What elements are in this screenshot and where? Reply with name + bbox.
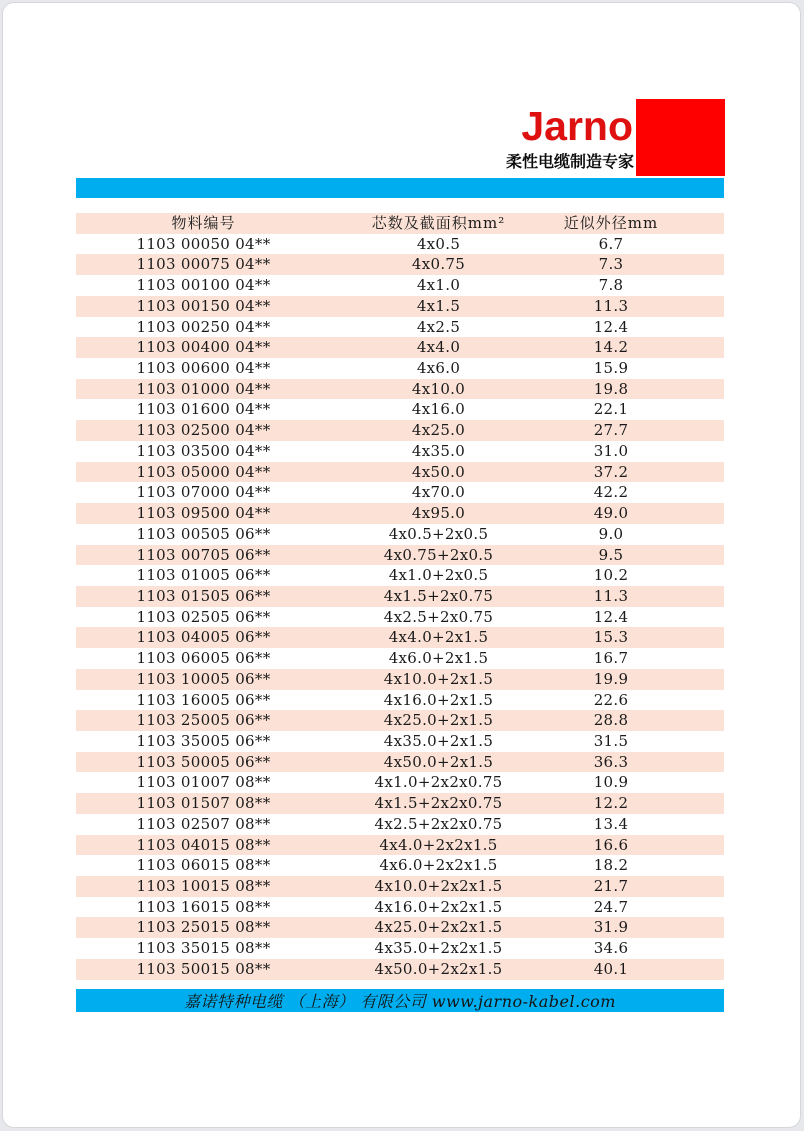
cores-cross-section-cell: 4x6.0: [416, 359, 461, 378]
table-row: [76, 565, 724, 586]
table-row: [76, 358, 724, 379]
footer-company-line: 嘉诺特种电缆 （上海） 有限公司 www.jarno-kabel.com: [184, 992, 616, 1011]
outer-diameter-cell: 6.7: [598, 234, 624, 253]
material-code-cell: 1103 10015 08**: [136, 877, 271, 895]
table-row: [76, 296, 724, 317]
material-code-cell: 1103 01000 04**: [136, 379, 271, 398]
outer-diameter-cell: 37.2: [593, 462, 629, 481]
cores-cross-section-cell: 4x10.0+2x1.5: [383, 669, 494, 688]
outer-diameter-cell: 12.2: [593, 794, 629, 813]
cores-cross-section-cell: 4x6.0+2x2x1.5: [379, 856, 498, 875]
material-code-cell: 1103 16015 08**: [136, 897, 271, 916]
cores-cross-section-cell: 4x16.0: [411, 400, 466, 419]
table-row: [76, 793, 724, 814]
cores-cross-section-cell: 4x2.5+2x2x0.75: [374, 814, 503, 833]
outer-diameter-cell: 9.5: [598, 545, 624, 564]
header-approx-outer-diameter: 近似外径mm: [563, 214, 659, 232]
material-code-cell: 1103 00250 04**: [136, 317, 271, 336]
table-row: [76, 441, 724, 462]
table-row: [76, 420, 724, 441]
table-row: [76, 482, 724, 503]
table-row: [76, 897, 724, 918]
table-header-row: [76, 213, 724, 234]
material-code-cell: 1103 00505 06**: [136, 524, 271, 543]
material-code-cell: 1103 01007 08**: [136, 773, 271, 792]
cores-cross-section-cell: 4x16.0+2x1.5: [383, 690, 494, 709]
material-code-cell: 1103 05000 04**: [136, 462, 271, 481]
material-code-cell: 1103 02505 06**: [136, 607, 271, 626]
cores-cross-section-cell: 4x4.0: [416, 338, 461, 357]
cores-cross-section-cell: 4x70.0: [411, 483, 466, 502]
material-code-cell: 1103 25015 08**: [136, 918, 271, 937]
material-code-cell: 1103 04015 08**: [136, 835, 271, 854]
table-row: [76, 399, 724, 420]
outer-diameter-cell: 27.7: [593, 421, 629, 440]
outer-diameter-cell: 10.9: [593, 773, 629, 792]
cores-cross-section-cell: 4x50.0: [411, 462, 466, 481]
table-row: [76, 855, 724, 876]
cores-cross-section-cell: 4x25.0: [411, 421, 466, 440]
material-code-cell: 1103 00705 06**: [136, 545, 271, 564]
outer-diameter-cell: 31.5: [593, 731, 629, 750]
material-code-cell: 1103 35005 06**: [136, 731, 271, 750]
cores-cross-section-cell: 4x1.0+2x0.5: [388, 566, 489, 585]
material-code-cell: 1103 50005 06**: [136, 752, 271, 771]
table-row: [76, 731, 724, 752]
outer-diameter-cell: 12.4: [593, 607, 629, 626]
cores-cross-section-cell: 4x0.75: [411, 255, 466, 274]
outer-diameter-cell: 21.7: [593, 877, 629, 895]
cores-cross-section-cell: 4x0.5: [416, 234, 461, 253]
material-code-cell: 1103 04005 06**: [136, 628, 271, 647]
cores-cross-section-cell: 4x1.5: [416, 296, 461, 315]
table-row: [76, 876, 724, 897]
outer-diameter-cell: 16.6: [593, 835, 629, 854]
cores-cross-section-cell: 4x2.5+2x0.75: [383, 607, 494, 626]
cores-cross-section-cell: 4x1.0+2x2x0.75: [374, 773, 503, 792]
table-row: [76, 586, 724, 607]
material-code-cell: 1103 25005 06**: [136, 711, 271, 730]
outer-diameter-cell: 31.0: [593, 441, 629, 460]
outer-diameter-cell: 24.7: [593, 897, 629, 916]
material-code-cell: 1103 00150 04**: [136, 296, 271, 315]
table-row: [76, 627, 724, 648]
outer-diameter-cell: 11.3: [593, 586, 629, 605]
table-row: [76, 710, 724, 731]
table-row: [76, 275, 724, 296]
footer-bar: [76, 989, 724, 1012]
outer-diameter-cell: 28.8: [593, 711, 629, 730]
outer-diameter-cell: 42.2: [593, 483, 629, 502]
cores-cross-section-cell: 4x0.5+2x0.5: [388, 524, 489, 543]
outer-diameter-cell: 11.3: [593, 296, 629, 315]
cores-cross-section-cell: 4x50.0+2x2x1.5: [374, 959, 503, 978]
material-code-cell: 1103 00050 04**: [136, 234, 271, 253]
cores-cross-section-cell: 4x1.5+2x0.75: [383, 586, 494, 605]
cores-cross-section-cell: 4x95.0: [411, 504, 466, 523]
header-material-code: 物料编号: [171, 214, 236, 232]
table-row: [76, 835, 724, 856]
outer-diameter-cell: 15.3: [593, 628, 629, 647]
cores-cross-section-cell: 4x6.0+2x1.5: [388, 649, 489, 668]
cores-cross-section-cell: 4x16.0+2x2x1.5: [374, 897, 503, 916]
table-row: [76, 772, 724, 793]
cores-cross-section-cell: 4x4.0+2x1.5: [388, 628, 489, 647]
table-row: [76, 690, 724, 711]
table-row: [76, 462, 724, 483]
outer-diameter-cell: 10.2: [593, 566, 629, 585]
table-row: [76, 503, 724, 524]
table-body: [76, 234, 724, 980]
material-code-cell: 1103 02507 08**: [136, 814, 271, 833]
cores-cross-section-cell: 4x2.5: [416, 317, 461, 336]
material-code-cell: 1103 01505 06**: [136, 586, 271, 605]
material-code-cell: 1103 50015 08**: [136, 959, 271, 978]
outer-diameter-cell: 12.4: [593, 317, 629, 336]
cores-cross-section-cell: 4x35.0+2x2x1.5: [374, 939, 503, 958]
table-row: [76, 959, 724, 980]
cores-cross-section-cell: 4x1.0: [416, 276, 461, 295]
cores-cross-section-cell: 4x50.0+2x1.5: [383, 752, 494, 771]
material-code-cell: 1103 06005 06**: [136, 649, 271, 668]
cores-cross-section-cell: 4x1.5+2x2x0.75: [374, 794, 503, 813]
table-row: [76, 317, 724, 338]
material-code-cell: 1103 00100 04**: [136, 276, 271, 295]
outer-diameter-cell: 7.3: [598, 255, 624, 274]
material-code-cell: 1103 16005 06**: [136, 690, 271, 709]
table-row: [76, 545, 724, 566]
cores-cross-section-cell: 4x0.75+2x0.5: [383, 545, 494, 564]
brand-logo-text: Jarno: [521, 103, 633, 149]
outer-diameter-cell: 40.1: [593, 959, 629, 978]
cable-spec-table: [76, 213, 724, 980]
top-accent-bar: [76, 178, 724, 198]
outer-diameter-cell: 22.6: [593, 690, 629, 709]
outer-diameter-cell: 14.2: [593, 338, 629, 357]
header-cores-cross-section: 芯数及截面积mm²: [371, 214, 506, 232]
material-code-cell: 1103 01600 04**: [136, 400, 271, 419]
material-code-cell: 1103 03500 04**: [136, 441, 271, 460]
material-code-cell: 1103 02500 04**: [136, 421, 271, 440]
cores-cross-section-cell: 4x35.0: [411, 441, 466, 460]
material-code-cell: 1103 07000 04**: [136, 483, 271, 502]
material-code-cell: 1103 35015 08**: [136, 939, 271, 958]
table-row: [76, 648, 724, 669]
outer-diameter-cell: 7.8: [598, 276, 624, 295]
material-code-cell: 1103 01507 08**: [136, 794, 271, 813]
table-row: [76, 379, 724, 400]
cores-cross-section-cell: 4x10.0+2x2x1.5: [374, 877, 503, 895]
table-row: [76, 234, 724, 255]
table-row: [76, 607, 724, 628]
cores-cross-section-cell: 4x4.0+2x2x1.5: [379, 835, 498, 854]
material-code-cell: 1103 00600 04**: [136, 359, 271, 378]
material-code-cell: 1103 01005 06**: [136, 566, 271, 585]
outer-diameter-cell: 34.6: [593, 939, 629, 958]
material-code-cell: 1103 00400 04**: [136, 338, 271, 357]
brand-red-square: [636, 99, 725, 176]
table-row: [76, 524, 724, 545]
outer-diameter-cell: 19.9: [593, 669, 629, 688]
table-row: [76, 752, 724, 773]
outer-diameter-cell: 18.2: [593, 856, 629, 875]
outer-diameter-cell: 49.0: [593, 504, 629, 523]
outer-diameter-cell: 19.8: [593, 379, 629, 398]
outer-diameter-cell: 31.9: [593, 918, 629, 937]
table-row: [76, 254, 724, 275]
cores-cross-section-cell: 4x35.0+2x1.5: [383, 731, 494, 750]
outer-diameter-cell: 9.0: [598, 524, 624, 543]
outer-diameter-cell: 13.4: [593, 814, 629, 833]
material-code-cell: 1103 09500 04**: [136, 504, 271, 523]
cores-cross-section-cell: 4x10.0: [411, 379, 466, 398]
catalog-page: [2, 2, 801, 1128]
table-row: [76, 669, 724, 690]
table-row: [76, 917, 724, 938]
material-code-cell: 1103 00075 04**: [136, 255, 271, 274]
brand-tagline: 柔性电缆制造专家: [505, 154, 634, 171]
cores-cross-section-cell: 4x25.0+2x2x1.5: [374, 918, 503, 937]
outer-diameter-cell: 16.7: [593, 649, 629, 668]
cores-cross-section-cell: 4x25.0+2x1.5: [383, 711, 494, 730]
outer-diameter-cell: 22.1: [593, 400, 629, 419]
outer-diameter-cell: 36.3: [593, 752, 629, 771]
material-code-cell: 1103 10005 06**: [136, 669, 271, 688]
table-row: [76, 337, 724, 358]
outer-diameter-cell: 15.9: [593, 359, 629, 378]
table-row: [76, 938, 724, 959]
material-code-cell: 1103 06015 08**: [136, 856, 271, 875]
table-row: [76, 814, 724, 835]
